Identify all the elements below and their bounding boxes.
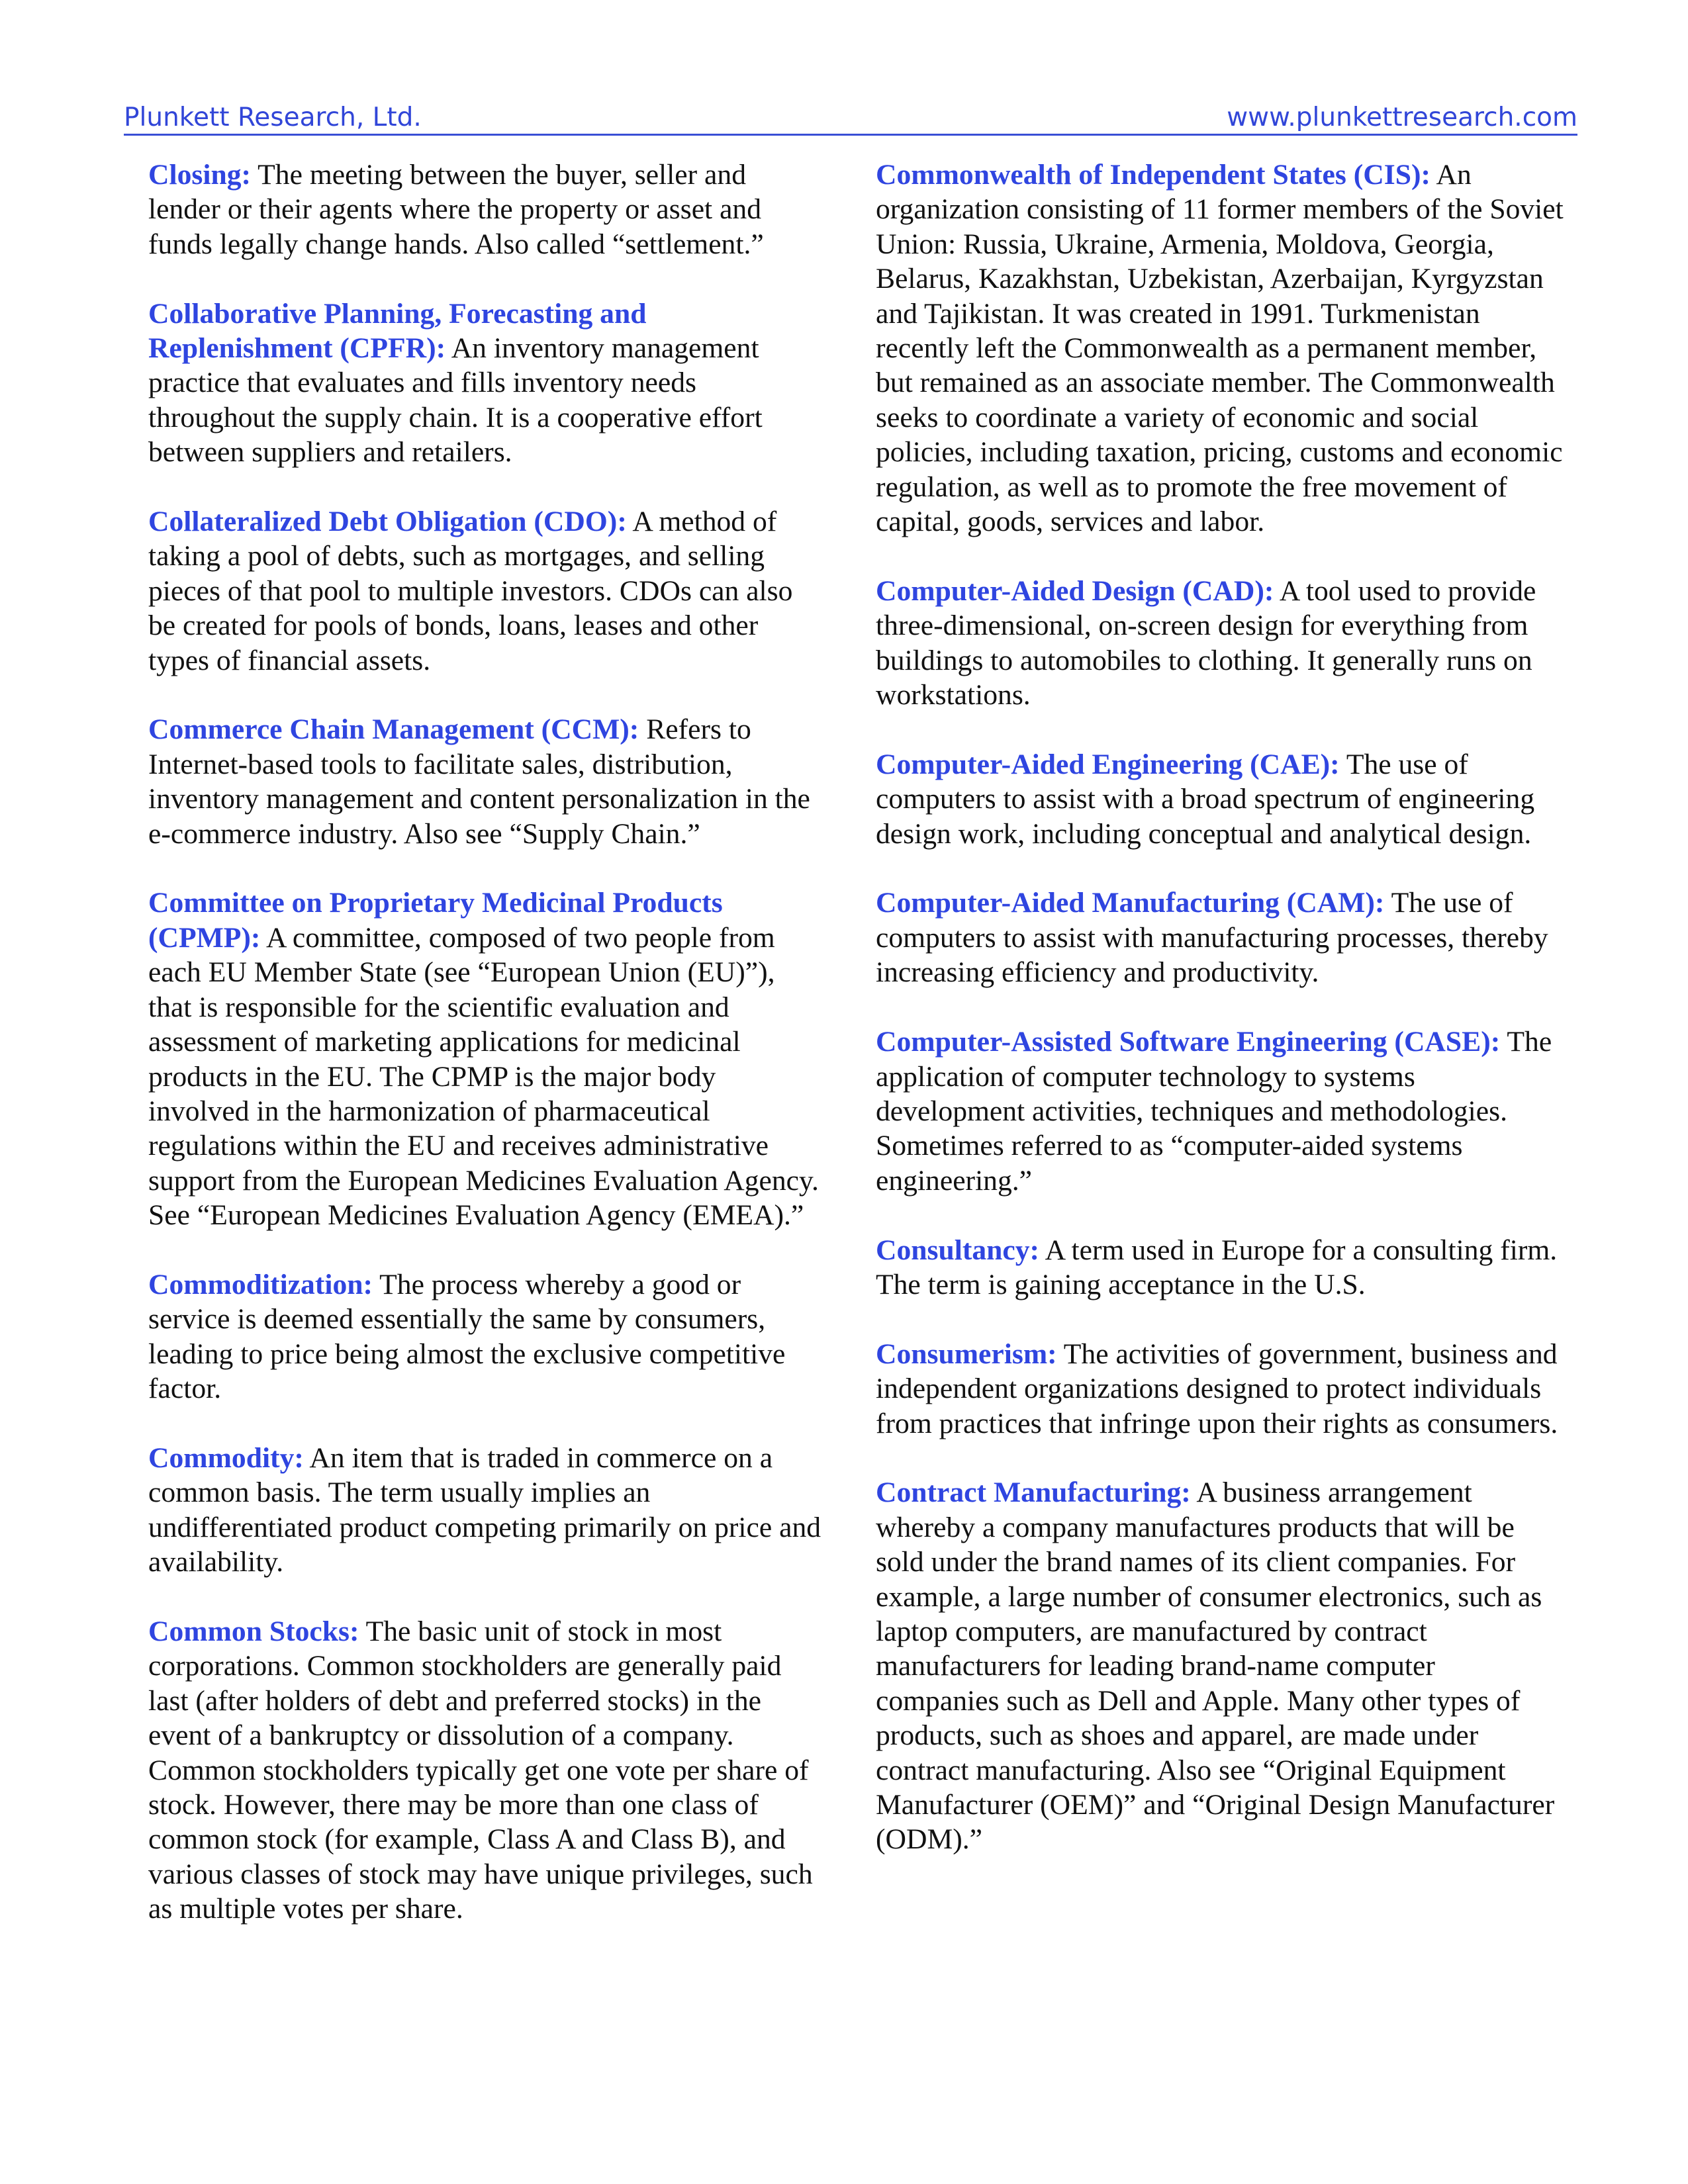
glossary-entry bbox=[148, 296, 823, 470]
glossary-definition: The meeting between the buyer, seller and lender or their agents where the property or asset and funds legally change hands. Also called “settlement.” bbox=[148, 159, 764, 260]
glossary-term: Closing: bbox=[148, 159, 252, 191]
glossary-definition: The basic unit of stock in most corporations. Common stockholders are generally paid last (after holders of debt and preferred stocks) in the event of a bankruptcy or dissolution of a company. Common stockholders typically get one vote per share of stock. However, there may be more than one class of common stock (for example, Class A and Class B), and various classes of stock may have unique privileges, such as multiple votes per share. bbox=[148, 1615, 813, 1925]
glossary-term: Consumerism: bbox=[876, 1338, 1057, 1370]
glossary-entry bbox=[876, 886, 1564, 989]
glossary-term: Contract Manufacturing: bbox=[876, 1477, 1191, 1509]
glossary-definition: The process whereby a good or service is deemed essentially the same by consumers, leading to price being almost the exclusive competitive factor. bbox=[148, 1268, 786, 1405]
glossary-term: Commonwealth of Independent States (CIS): bbox=[876, 159, 1430, 191]
glossary-entry bbox=[148, 504, 823, 678]
glossary-definition: A business arrangement whereby a company manufactures products that will be sold under the brand names of its client companies. For example, a large number of consumer electronics, such as laptop computers, are manufactured by contract manufacturers for leading brand-name computer companies such as Dell and Apple. Many other types of products, such as shoes and apparel, are made under contract manufacturing. Also see “Original Equipment Manufacturer (OEM)” and “Original Design Manufacturer (ODM).” bbox=[876, 1477, 1555, 1856]
glossary-entry bbox=[148, 886, 823, 1232]
glossary-entry bbox=[148, 1614, 823, 1927]
glossary-definition: The application of computer technology to systems development activities, techniques and methodologies. Sometimes referred to as “computer-aided systems engineering.” bbox=[876, 1026, 1552, 1197]
glossary-definition: Refers to Internet-based tools to facilitate sales, distribution, inventory management and content personalization in the e-commerce industry. Also see “Supply Chain.” bbox=[148, 713, 810, 850]
glossary-term: Commodity: bbox=[148, 1441, 304, 1474]
glossary-entry bbox=[876, 158, 1564, 539]
glossary-term: Computer-Aided Manufacturing (CAM): bbox=[876, 887, 1385, 919]
right-column bbox=[876, 158, 1564, 1891]
glossary-entry bbox=[148, 1441, 823, 1580]
glossary-entry bbox=[876, 1233, 1564, 1302]
glossary-definition: A committee, composed of two people from each EU Member State (see “European Union (EU)”), that is responsible for the scientific evaluation and assessment of marketing applications for medicinal products in the EU. The CPMP is the major body involved in the harmonization of pharmaceutical regulations within the EU and receives administrative support from the European Medicines Evaluation Agency. See “European Medicines Evaluation Agency (EMEA).” bbox=[148, 921, 819, 1232]
glossary-entry bbox=[148, 712, 823, 851]
website-link[interactable]: www.plunkettresearch.com bbox=[1227, 103, 1577, 132]
glossary-term: Common Stocks: bbox=[148, 1615, 359, 1647]
glossary-entry bbox=[876, 1024, 1564, 1198]
glossary-definition: The use of computers to assist with manufacturing processes, thereby increasing efficiency and productivity. bbox=[876, 887, 1548, 989]
publisher-name: Plunkett Research, Ltd. bbox=[124, 103, 422, 132]
glossary-definition: A tool used to provide three-dimensional, on-screen design for everything from buildings to automobiles to clothing. It generally runs on workstations. bbox=[876, 574, 1536, 711]
glossary-entry bbox=[148, 158, 823, 261]
glossary-term: Committee on Proprietary Medicinal Products (CPMP): bbox=[148, 887, 723, 954]
glossary-term: Collaborative Planning, Forecasting and Replenishment (CPFR): bbox=[148, 297, 647, 365]
glossary-entry bbox=[876, 1475, 1564, 1856]
glossary-term: Collateralized Debt Obligation (CDO): bbox=[148, 506, 627, 538]
glossary-term: Commerce Chain Management (CCM): bbox=[148, 713, 639, 746]
left-column bbox=[148, 158, 823, 1961]
glossary-entry bbox=[876, 747, 1564, 851]
glossary-definition: An organization consisting of 11 former members of the Soviet Union: Russia, Ukraine, Armenia, Moldova, Georgia, Belarus, Kazakhstan, Uzbekistan, Azerbaijan, Kyrgyzstan and Tajikistan. It was created in 1991. Turkmenistan recently left the Commonwealth as a permanent member, but remained as an associate member. The Commonwealth seeks to coordinate a variety of economic and social policies, including taxation, pricing, customs and economic regulation, as well as to promote the free movement of capital, goods, services and labor. bbox=[876, 159, 1564, 538]
glossary-term: Computer-Aided Engineering (CAE): bbox=[876, 748, 1340, 780]
glossary-definition: An inventory management practice that evaluates and fills inventory needs throughout the supply chain. It is a cooperative effort between suppliers and retailers. bbox=[148, 332, 763, 469]
page-header bbox=[124, 99, 1577, 136]
glossary-entry bbox=[876, 574, 1564, 713]
glossary-term: Commoditization: bbox=[148, 1268, 373, 1300]
glossary-term: Computer-Assisted Software Engineering (CASE): bbox=[876, 1026, 1501, 1058]
glossary-term: Computer-Aided Design (CAD): bbox=[876, 574, 1274, 607]
glossary-term: Consultancy: bbox=[876, 1234, 1040, 1266]
glossary-entry bbox=[876, 1337, 1564, 1441]
glossary-entry bbox=[148, 1267, 823, 1406]
glossary-definition: The activities of government, business and independent organizations designed to protect individuals from practices that infringe upon their rights as consumers. bbox=[876, 1338, 1558, 1439]
glossary-definition: An item that is traded in commerce on a common basis. The term usually implies an undifferentiated product competing primarily on price and availability. bbox=[148, 1441, 821, 1578]
glossary-definition: The use of computers to assist with a broad spectrum of engineering design work, including conceptual and analytical design. bbox=[876, 748, 1535, 850]
glossary-definition: A method of taking a pool of debts, such as mortgages, and selling pieces of that pool to multiple investors. CDOs can also be created for pools of bonds, loans, leases and other types of financial assets. bbox=[148, 506, 793, 676]
glossary-definition: A term used in Europe for a consulting firm. The term is gaining acceptance in the U.S. bbox=[876, 1234, 1558, 1300]
